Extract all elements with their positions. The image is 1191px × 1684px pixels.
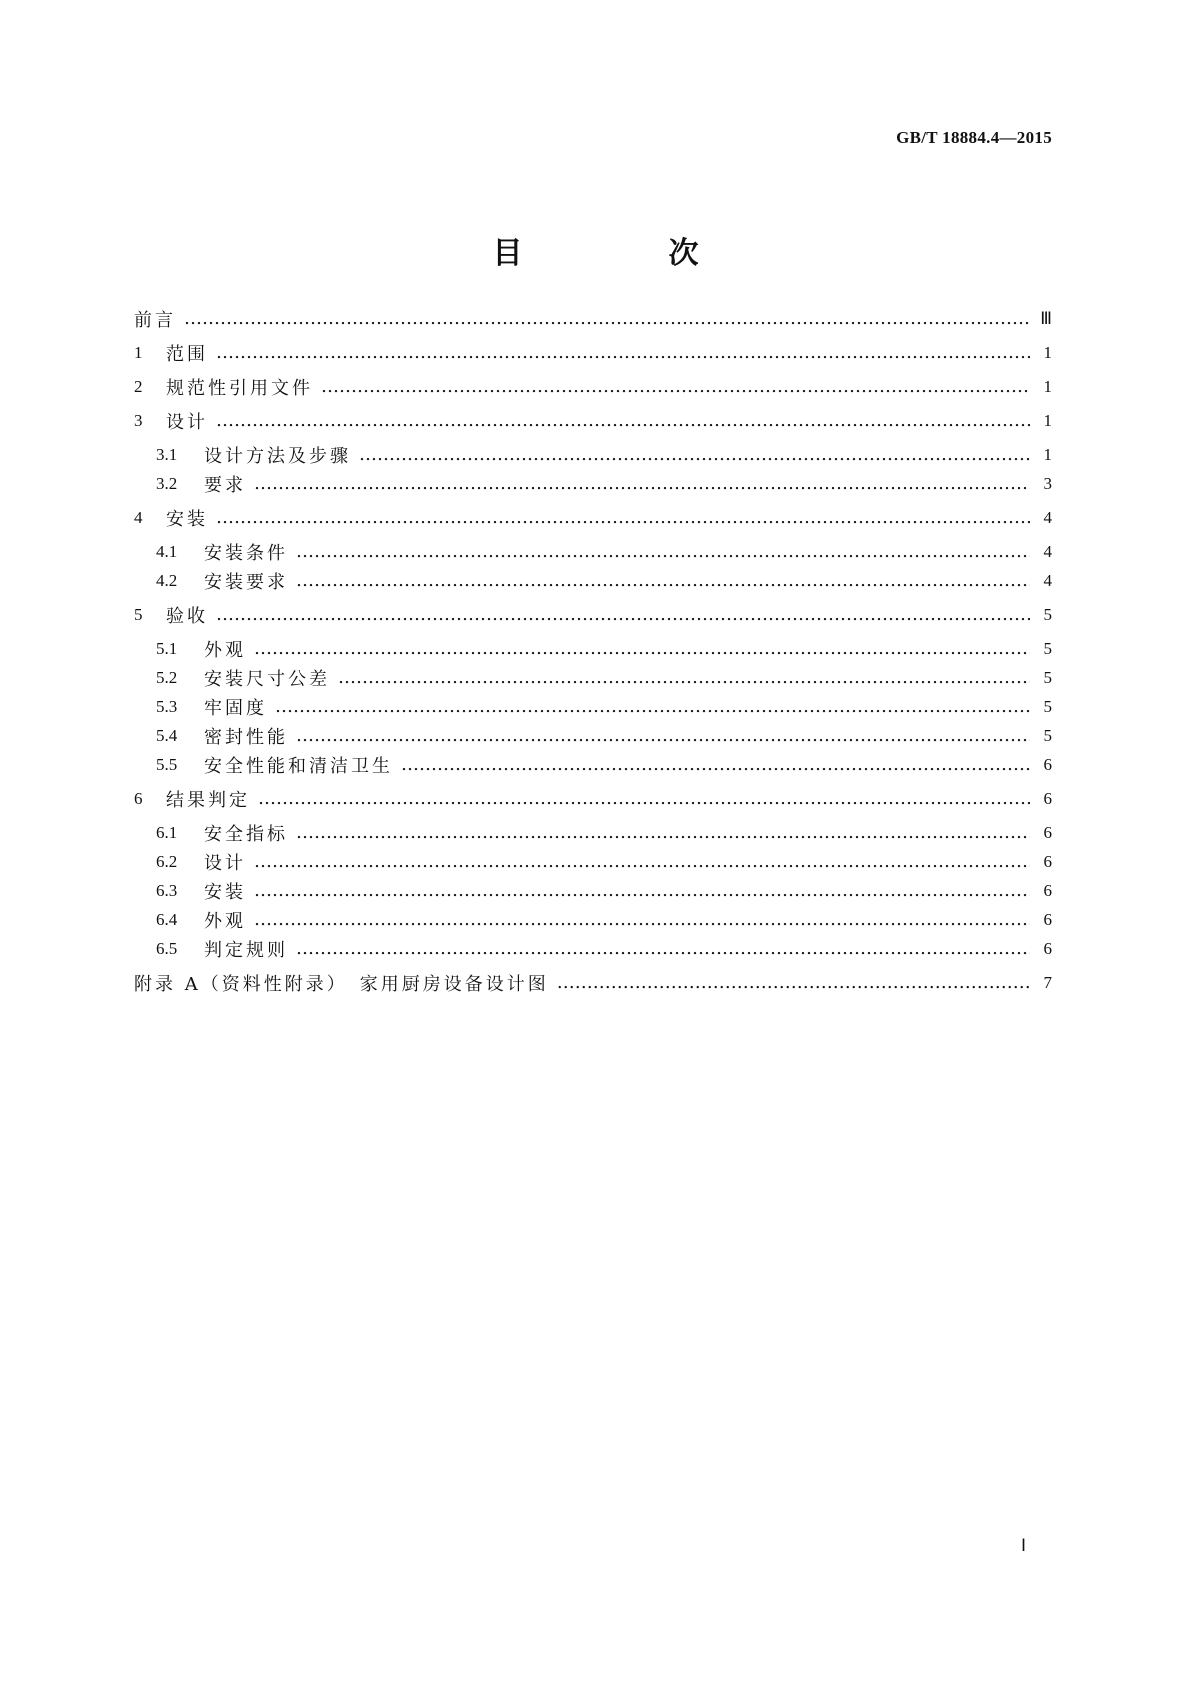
toc-entry-number: 6.5: [156, 939, 178, 958]
toc-entry-label: 验收: [166, 606, 208, 627]
toc-entry[interactable]: [156, 880, 1052, 902]
standard-code: GB/T 18884.4—2015: [896, 128, 1052, 147]
toc-entry-label: 外观: [204, 640, 246, 661]
toc-entry-label: 设计: [204, 853, 246, 874]
toc-entry-label: 安装条件: [204, 543, 288, 564]
toc-leader-dots: [296, 938, 1030, 960]
toc-entry-page: 5: [1043, 605, 1052, 624]
toc-entry-number: 3.1: [156, 445, 178, 464]
toc-entry-label: 要求: [204, 475, 246, 496]
toc-entry-number: 5: [134, 605, 143, 624]
toc-entry-label: 规范性引用文件: [166, 378, 313, 399]
toc-entry-number: 4.1: [156, 542, 178, 561]
toc-entry-label: 安全性能和清洁卫生: [204, 756, 393, 777]
toc-entry[interactable]: [156, 696, 1052, 718]
toc-entry-number: 4.2: [156, 571, 178, 590]
toc-entry-number: 6.2: [156, 852, 178, 871]
toc-leader-dots: [254, 909, 1030, 931]
toc-entry[interactable]: [156, 909, 1052, 931]
toc-entry[interactable]: [156, 473, 1052, 495]
toc-entry-page: 6: [1043, 755, 1052, 774]
toc-entry-page: 1: [1043, 445, 1052, 464]
toc-entry[interactable]: [156, 938, 1052, 960]
toc-entry-label: 判定规则: [204, 940, 288, 961]
toc-entry[interactable]: [134, 342, 1052, 364]
toc-entry-label: 前言: [134, 310, 176, 331]
toc-leader-dots: [254, 473, 1030, 495]
toc-leader-dots: [275, 696, 1030, 718]
toc-leader-dots: [254, 851, 1030, 873]
toc-entry[interactable]: [156, 570, 1052, 592]
toc-entry-label: 外观: [204, 911, 246, 932]
toc-leader-dots: [216, 507, 1030, 529]
toc-entry-number: 3.2: [156, 474, 178, 493]
toc-entry-page: 4: [1043, 542, 1052, 561]
toc-leader-dots: [296, 570, 1030, 592]
toc-entry-label: 牢固度: [204, 698, 267, 719]
toc-entry-page: 6: [1043, 910, 1052, 929]
toc-entry[interactable]: [134, 376, 1052, 398]
toc-leader-dots: [338, 667, 1030, 689]
toc-entry[interactable]: [156, 754, 1052, 776]
toc-entry[interactable]: [134, 308, 1052, 330]
toc-entry[interactable]: [156, 541, 1052, 563]
toc-entry-label: 安装: [166, 509, 208, 530]
toc-entry-number: 6: [134, 789, 143, 808]
toc-entry[interactable]: [156, 444, 1052, 466]
toc-entry-page: 3: [1043, 474, 1052, 493]
toc-entry[interactable]: [156, 638, 1052, 660]
toc-entry-page: 4: [1043, 571, 1052, 590]
toc-leader-dots: [321, 376, 1030, 398]
toc-entry-label: 安装尺寸公差: [204, 669, 330, 690]
toc-entry[interactable]: [156, 851, 1052, 873]
toc-entry-page: 4: [1043, 508, 1052, 527]
toc-entry[interactable]: [134, 788, 1052, 810]
toc-entry-label: 范围: [166, 344, 208, 365]
toc-entry-number: 6.4: [156, 910, 178, 929]
toc-entry-label: 安装: [204, 882, 246, 903]
toc-entry-page: 5: [1043, 639, 1052, 658]
toc-leader-dots: [296, 541, 1030, 563]
toc-entry-label: 安装要求: [204, 572, 288, 593]
toc-leader-dots: [216, 342, 1030, 364]
toc-entry-label: 设计: [166, 412, 208, 433]
toc-entry[interactable]: [134, 410, 1052, 432]
page-title: 目 次: [492, 236, 757, 271]
toc-entry-number: 5.4: [156, 726, 178, 745]
toc-entry-page: 6: [1043, 789, 1052, 808]
toc-entry-label: 附录 A（资料性附录） 家用厨房设备设计图: [134, 974, 549, 995]
toc-leader-dots: [254, 638, 1030, 660]
toc-entry-number: 5.2: [156, 668, 178, 687]
toc-entry[interactable]: [156, 725, 1052, 747]
toc-leader-dots: [296, 725, 1030, 747]
toc-entry-number: 6.1: [156, 823, 178, 842]
toc-entry-number: 6.3: [156, 881, 178, 900]
toc-entry-page: 6: [1043, 852, 1052, 871]
toc-entry-page: 6: [1043, 881, 1052, 900]
toc-entry-page: 5: [1043, 697, 1052, 716]
toc-leader-dots: [557, 972, 1030, 994]
toc-entry-page: 5: [1043, 726, 1052, 745]
toc-entry-number: 3: [134, 411, 143, 430]
toc-leader-dots: [258, 788, 1030, 810]
toc-entry-number: 4: [134, 508, 143, 527]
toc-leader-dots: [184, 308, 1030, 330]
toc-entry-page: 7: [1043, 973, 1052, 992]
toc-entry-label: 密封性能: [204, 727, 288, 748]
toc-entry-page: 6: [1043, 823, 1052, 842]
toc-leader-dots: [216, 604, 1030, 626]
toc-leader-dots: [296, 822, 1030, 844]
toc-entry[interactable]: [134, 507, 1052, 529]
toc-entry-page: 6: [1043, 939, 1052, 958]
toc-entry-number: 5.5: [156, 755, 178, 774]
toc-entry-page: Ⅲ: [1040, 309, 1052, 328]
toc-entry[interactable]: [134, 604, 1052, 626]
toc-leader-dots: [401, 754, 1030, 776]
toc-entry-page: 1: [1043, 377, 1052, 396]
toc-entry-label: 结果判定: [166, 790, 250, 811]
toc-leader-dots: [216, 410, 1030, 432]
toc-entry[interactable]: [134, 972, 1052, 994]
toc-leader-dots: [359, 444, 1030, 466]
toc-leader-dots: [254, 880, 1030, 902]
toc-entry-page: 1: [1043, 411, 1052, 430]
toc-entry[interactable]: [156, 822, 1052, 844]
toc-entry-number: 2: [134, 377, 143, 396]
page-folio: Ⅰ: [1021, 1536, 1027, 1555]
toc-entry-number: 1: [134, 343, 143, 362]
toc-entry-page: 5: [1043, 668, 1052, 687]
toc-entry-number: 5.3: [156, 697, 178, 716]
toc-entry-label: 设计方法及步骤: [204, 446, 351, 467]
toc-entry[interactable]: [156, 667, 1052, 689]
toc-entry-page: 1: [1043, 343, 1052, 362]
toc-entry-number: 5.1: [156, 639, 178, 658]
toc-entry-label: 安全指标: [204, 824, 288, 845]
